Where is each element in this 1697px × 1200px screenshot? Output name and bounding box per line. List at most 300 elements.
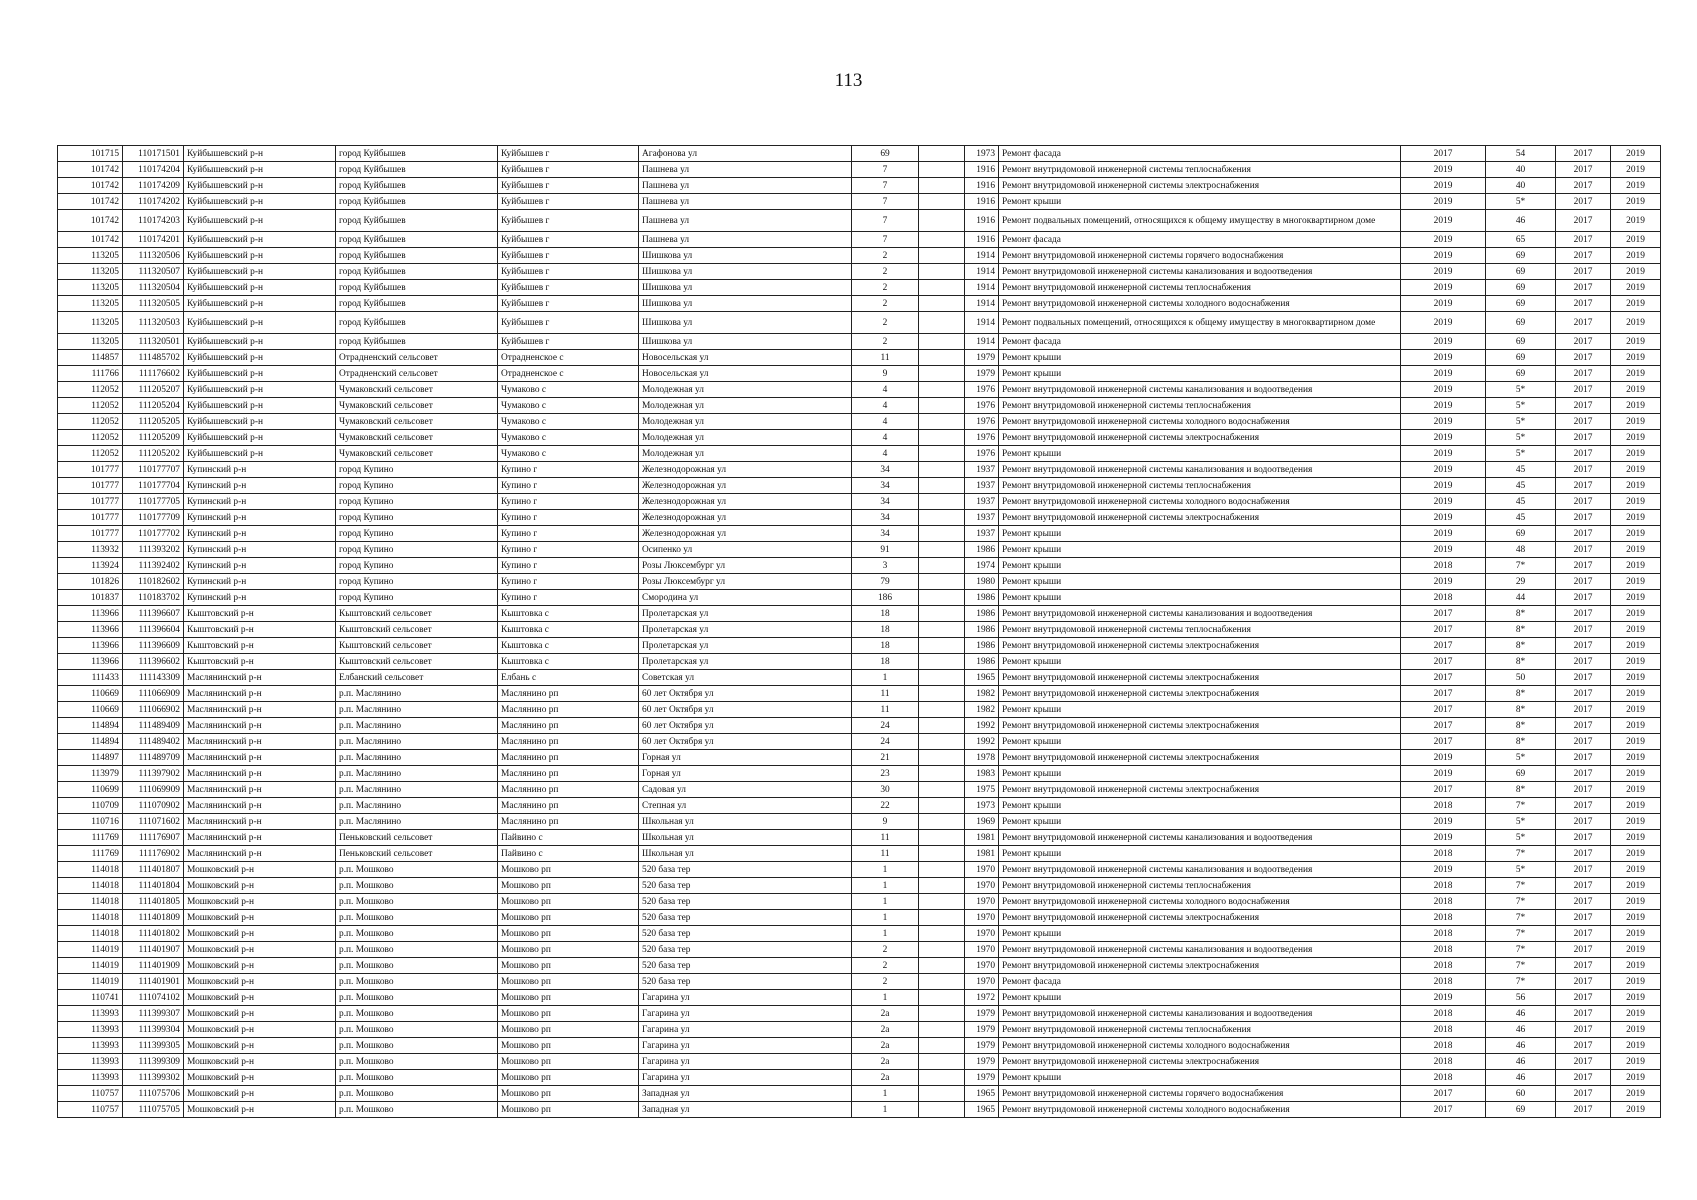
- cell-municipality: город Куйбышев: [336, 248, 498, 264]
- table-row: [58, 210, 1661, 232]
- cell-wear-percent: 69: [1486, 334, 1556, 350]
- cell-work-id: 111075706: [123, 1086, 184, 1102]
- cell-municipality: город Куйбышев: [336, 296, 498, 312]
- cell-municipality: р.п. Маслянино: [336, 814, 498, 830]
- cell-locality: Мошково рп: [498, 958, 639, 974]
- cell-work-type: Ремонт внутридомовой инженерной системы холодного водоснабжения: [999, 414, 1401, 430]
- cell-locality: Маслянино рп: [498, 766, 639, 782]
- cell-work-type: Ремонт внутридомовой инженерной системы электроснабжения: [999, 782, 1401, 798]
- cell-year-built: 1965: [965, 670, 999, 686]
- cell-period-start: 2017: [1556, 542, 1611, 558]
- cell-planned-year: 2017: [1401, 718, 1486, 734]
- cell-period-end: 2019: [1611, 798, 1661, 814]
- cell-locality: Куйбышев г: [498, 210, 639, 232]
- table-row: [58, 622, 1661, 638]
- table-row: [58, 1086, 1661, 1102]
- cell-district: Мошковский р-н: [184, 878, 336, 894]
- cell-work-type: Ремонт крыши: [999, 734, 1401, 750]
- cell-street: Западная ул: [639, 1086, 852, 1102]
- cell-planned-year: 2019: [1401, 248, 1486, 264]
- cell-period-start: 2017: [1556, 178, 1611, 194]
- cell-wear-percent: 7*: [1486, 798, 1556, 814]
- cell-work-type: Ремонт внутридомовой инженерной системы горячего водоснабжения: [999, 248, 1401, 264]
- cell-planned-year: 2018: [1401, 878, 1486, 894]
- cell-district: Кыштовский р-н: [184, 638, 336, 654]
- cell-municipality: Чумаковский сельсовет: [336, 398, 498, 414]
- cell-planned-year: 2018: [1401, 846, 1486, 862]
- cell-municipality: р.п. Мошково: [336, 878, 498, 894]
- cell-district: Куйбышевский р-н: [184, 210, 336, 232]
- cell-building: [919, 798, 965, 814]
- cell-street: Розы Люксембург ул: [639, 558, 852, 574]
- cell-building: [919, 296, 965, 312]
- cell-house-id: 101826: [58, 574, 123, 590]
- cell-street: 520 база тер: [639, 878, 852, 894]
- cell-street: 520 база тер: [639, 894, 852, 910]
- cell-planned-year: 2019: [1401, 494, 1486, 510]
- cell-period-end: 2019: [1611, 478, 1661, 494]
- cell-year-built: 1937: [965, 526, 999, 542]
- cell-house-id: 101742: [58, 178, 123, 194]
- cell-period-start: 2017: [1556, 334, 1611, 350]
- cell-work-type: Ремонт фасада: [999, 232, 1401, 248]
- cell-district: Маслянинский р-н: [184, 702, 336, 718]
- cell-period-start: 2017: [1556, 782, 1611, 798]
- cell-work-type: Ремонт внутридомовой инженерной системы электроснабжения: [999, 670, 1401, 686]
- cell-work-id: 111399305: [123, 1038, 184, 1054]
- cell-locality: Мошково рп: [498, 862, 639, 878]
- cell-wear-percent: 69: [1486, 350, 1556, 366]
- cell-house-number: 1: [852, 926, 919, 942]
- table-row: [58, 942, 1661, 958]
- table-row: [58, 894, 1661, 910]
- cell-period-end: 2019: [1611, 1070, 1661, 1086]
- cell-district: Куйбышевский р-н: [184, 194, 336, 210]
- cell-planned-year: 2019: [1401, 446, 1486, 462]
- cell-building: [919, 894, 965, 910]
- cell-house-number: 11: [852, 846, 919, 862]
- cell-house-number: 2а: [852, 1006, 919, 1022]
- cell-district: Куйбышевский р-н: [184, 248, 336, 264]
- cell-municipality: Отрадненский сельсовет: [336, 350, 498, 366]
- cell-house-number: 7: [852, 232, 919, 248]
- cell-building: [919, 558, 965, 574]
- cell-wear-percent: 45: [1486, 494, 1556, 510]
- cell-locality: Куйбышев г: [498, 280, 639, 296]
- cell-house-id: 101777: [58, 510, 123, 526]
- cell-locality: Куйбышев г: [498, 264, 639, 280]
- cell-district: Маслянинский р-н: [184, 846, 336, 862]
- cell-house-number: 7: [852, 210, 919, 232]
- cell-district: Мошковский р-н: [184, 974, 336, 990]
- cell-street: Железнодорожная ул: [639, 462, 852, 478]
- cell-planned-year: 2019: [1401, 334, 1486, 350]
- cell-municipality: р.п. Мошково: [336, 1022, 498, 1038]
- cell-wear-percent: 69: [1486, 280, 1556, 296]
- cell-street: Пашнева ул: [639, 162, 852, 178]
- cell-building: [919, 264, 965, 280]
- cell-period-start: 2017: [1556, 926, 1611, 942]
- cell-house-number: 34: [852, 526, 919, 542]
- cell-period-start: 2017: [1556, 1070, 1611, 1086]
- cell-locality: Отрадненское с: [498, 350, 639, 366]
- cell-wear-percent: 7*: [1486, 846, 1556, 862]
- cell-house-number: 11: [852, 702, 919, 718]
- table-row: [58, 830, 1661, 846]
- cell-period-end: 2019: [1611, 926, 1661, 942]
- cell-planned-year: 2018: [1401, 974, 1486, 990]
- cell-period-start: 2017: [1556, 750, 1611, 766]
- cell-locality: Мошково рп: [498, 926, 639, 942]
- cell-wear-percent: 45: [1486, 462, 1556, 478]
- cell-street: 520 база тер: [639, 974, 852, 990]
- cell-planned-year: 2018: [1401, 910, 1486, 926]
- cell-planned-year: 2019: [1401, 430, 1486, 446]
- cell-municipality: город Купино: [336, 510, 498, 526]
- cell-locality: Куйбышев г: [498, 334, 639, 350]
- cell-street: 60 лет Октября ул: [639, 702, 852, 718]
- cell-street: Шишкова ул: [639, 264, 852, 280]
- table-row: [58, 606, 1661, 622]
- cell-work-id: 111176902: [123, 846, 184, 862]
- cell-municipality: р.п. Маслянино: [336, 750, 498, 766]
- cell-work-type: Ремонт крыши: [999, 526, 1401, 542]
- cell-period-end: 2019: [1611, 846, 1661, 862]
- cell-period-start: 2017: [1556, 654, 1611, 670]
- cell-period-end: 2019: [1611, 702, 1661, 718]
- cell-house-id: 110757: [58, 1102, 123, 1118]
- cell-building: [919, 782, 965, 798]
- cell-planned-year: 2019: [1401, 414, 1486, 430]
- cell-municipality: город Куйбышев: [336, 280, 498, 296]
- cell-municipality: Кыштовский сельсовет: [336, 606, 498, 622]
- cell-work-id: 111320504: [123, 280, 184, 296]
- cell-year-built: 1914: [965, 334, 999, 350]
- cell-building: [919, 430, 965, 446]
- cell-house-number: 4: [852, 446, 919, 462]
- cell-street: Пролетарская ул: [639, 622, 852, 638]
- cell-district: Кыштовский р-н: [184, 606, 336, 622]
- cell-street: Розы Люксембург ул: [639, 574, 852, 590]
- cell-year-built: 1976: [965, 398, 999, 414]
- cell-municipality: р.п. Мошково: [336, 990, 498, 1006]
- cell-municipality: Чумаковский сельсовет: [336, 430, 498, 446]
- cell-locality: Мошково рп: [498, 878, 639, 894]
- cell-district: Мошковский р-н: [184, 1006, 336, 1022]
- cell-district: Куйбышевский р-н: [184, 296, 336, 312]
- cell-building: [919, 814, 965, 830]
- cell-period-end: 2019: [1611, 446, 1661, 462]
- cell-wear-percent: 69: [1486, 366, 1556, 382]
- cell-work-type: Ремонт внутридомовой инженерной системы канализования и водоотведения: [999, 862, 1401, 878]
- cell-planned-year: 2018: [1401, 926, 1486, 942]
- cell-locality: Куйбышев г: [498, 248, 639, 264]
- cell-year-built: 1916: [965, 232, 999, 248]
- cell-wear-percent: 69: [1486, 766, 1556, 782]
- cell-locality: Маслянино рп: [498, 798, 639, 814]
- cell-period-end: 2019: [1611, 942, 1661, 958]
- cell-district: Куйбышевский р-н: [184, 162, 336, 178]
- table-row: [58, 734, 1661, 750]
- cell-municipality: р.п. Мошково: [336, 1086, 498, 1102]
- cell-house-number: 2а: [852, 1038, 919, 1054]
- cell-municipality: р.п. Маслянино: [336, 702, 498, 718]
- registry-body: [58, 146, 1661, 1118]
- cell-period-end: 2019: [1611, 910, 1661, 926]
- table-row: [58, 718, 1661, 734]
- cell-work-id: 110174204: [123, 162, 184, 178]
- cell-street: Молодежная ул: [639, 430, 852, 446]
- cell-street: Советская ул: [639, 670, 852, 686]
- cell-municipality: Кыштовский сельсовет: [336, 654, 498, 670]
- cell-period-end: 2019: [1611, 1086, 1661, 1102]
- cell-planned-year: 2019: [1401, 510, 1486, 526]
- cell-house-id: 101742: [58, 162, 123, 178]
- cell-work-id: 111320506: [123, 248, 184, 264]
- cell-municipality: город Куйбышев: [336, 264, 498, 280]
- cell-district: Куйбышевский р-н: [184, 264, 336, 280]
- cell-locality: Кыштовка с: [498, 622, 639, 638]
- cell-planned-year: 2017: [1401, 146, 1486, 162]
- cell-locality: Чумаково с: [498, 382, 639, 398]
- cell-street: Агафонова ул: [639, 146, 852, 162]
- cell-work-id: 111401907: [123, 942, 184, 958]
- cell-locality: Чумаково с: [498, 414, 639, 430]
- table-row: [58, 334, 1661, 350]
- cell-building: [919, 1022, 965, 1038]
- cell-work-type: Ремонт внутридомовой инженерной системы теплоснабжения: [999, 162, 1401, 178]
- cell-wear-percent: 69: [1486, 1102, 1556, 1118]
- cell-locality: Куйбышев г: [498, 312, 639, 334]
- cell-planned-year: 2019: [1401, 264, 1486, 280]
- cell-locality: Мошково рп: [498, 910, 639, 926]
- cell-planned-year: 2019: [1401, 296, 1486, 312]
- cell-street: Шишкова ул: [639, 280, 852, 296]
- cell-district: Куйбышевский р-н: [184, 232, 336, 248]
- cell-street: Шишкова ул: [639, 334, 852, 350]
- cell-period-start: 2017: [1556, 766, 1611, 782]
- cell-year-built: 1916: [965, 162, 999, 178]
- cell-locality: Куйбышев г: [498, 232, 639, 248]
- cell-street: Железнодорожная ул: [639, 510, 852, 526]
- cell-work-id: 111401804: [123, 878, 184, 894]
- cell-period-end: 2019: [1611, 210, 1661, 232]
- cell-house-id: 112052: [58, 430, 123, 446]
- cell-period-end: 2019: [1611, 686, 1661, 702]
- cell-period-start: 2017: [1556, 894, 1611, 910]
- cell-year-built: 1979: [965, 1038, 999, 1054]
- table-row: [58, 478, 1661, 494]
- cell-street: Молодежная ул: [639, 446, 852, 462]
- cell-municipality: р.п. Мошково: [336, 926, 498, 942]
- table-row: [58, 1006, 1661, 1022]
- cell-period-start: 2017: [1556, 798, 1611, 814]
- cell-district: Маслянинский р-н: [184, 782, 336, 798]
- cell-work-id: 111489709: [123, 750, 184, 766]
- cell-planned-year: 2019: [1401, 814, 1486, 830]
- cell-wear-percent: 7*: [1486, 878, 1556, 894]
- table-row: [58, 686, 1661, 702]
- cell-work-type: Ремонт внутридомовой инженерной системы электроснабжения: [999, 510, 1401, 526]
- cell-district: Куйбышевский р-н: [184, 414, 336, 430]
- cell-year-built: 1937: [965, 478, 999, 494]
- cell-work-type: Ремонт внутридомовой инженерной системы канализования и водоотведения: [999, 264, 1401, 280]
- cell-period-end: 2019: [1611, 1006, 1661, 1022]
- cell-period-end: 2019: [1611, 526, 1661, 542]
- cell-district: Маслянинский р-н: [184, 798, 336, 814]
- cell-house-id: 113205: [58, 312, 123, 334]
- cell-street: Степная ул: [639, 798, 852, 814]
- cell-street: Гагарина ул: [639, 1070, 852, 1086]
- cell-district: Мошковский р-н: [184, 990, 336, 1006]
- cell-district: Куйбышевский р-н: [184, 350, 336, 366]
- cell-planned-year: 2019: [1401, 194, 1486, 210]
- cell-house-number: 9: [852, 814, 919, 830]
- cell-work-type: Ремонт внутридомовой инженерной системы теплоснабжения: [999, 398, 1401, 414]
- cell-planned-year: 2017: [1401, 1102, 1486, 1118]
- cell-planned-year: 2019: [1401, 574, 1486, 590]
- cell-house-id: 114894: [58, 718, 123, 734]
- cell-house-id: 114019: [58, 958, 123, 974]
- cell-work-type: Ремонт внутридомовой инженерной системы канализования и водоотведения: [999, 606, 1401, 622]
- cell-year-built: 1974: [965, 558, 999, 574]
- cell-planned-year: 2019: [1401, 750, 1486, 766]
- cell-year-built: 1916: [965, 178, 999, 194]
- cell-wear-percent: 8*: [1486, 654, 1556, 670]
- cell-wear-percent: 7*: [1486, 958, 1556, 974]
- cell-work-type: Ремонт крыши: [999, 542, 1401, 558]
- cell-planned-year: 2019: [1401, 366, 1486, 382]
- cell-building: [919, 654, 965, 670]
- cell-wear-percent: 45: [1486, 510, 1556, 526]
- cell-house-id: 114018: [58, 926, 123, 942]
- cell-building: [919, 910, 965, 926]
- table-row: [58, 590, 1661, 606]
- cell-district: Маслянинский р-н: [184, 750, 336, 766]
- cell-district: Куйбышевский р-н: [184, 366, 336, 382]
- table-row: [58, 1102, 1661, 1118]
- cell-house-id: 101777: [58, 478, 123, 494]
- cell-municipality: город Купино: [336, 590, 498, 606]
- cell-work-id: 110171501: [123, 146, 184, 162]
- cell-work-type: Ремонт внутридомовой инженерной системы электроснабжения: [999, 1054, 1401, 1070]
- cell-work-id: 110174202: [123, 194, 184, 210]
- cell-year-built: 1970: [965, 958, 999, 974]
- cell-district: Купинский р-н: [184, 494, 336, 510]
- cell-period-start: 2017: [1556, 878, 1611, 894]
- cell-year-built: 1937: [965, 494, 999, 510]
- cell-house-number: 34: [852, 510, 919, 526]
- cell-wear-percent: 50: [1486, 670, 1556, 686]
- cell-period-end: 2019: [1611, 334, 1661, 350]
- cell-work-type: Ремонт крыши: [999, 702, 1401, 718]
- table-row: [58, 782, 1661, 798]
- cell-house-number: 2: [852, 974, 919, 990]
- cell-house-number: 2а: [852, 1054, 919, 1070]
- cell-building: [919, 232, 965, 248]
- cell-year-built: 1986: [965, 622, 999, 638]
- cell-year-built: 1982: [965, 686, 999, 702]
- cell-year-built: 1937: [965, 462, 999, 478]
- cell-street: Осипенко ул: [639, 542, 852, 558]
- table-row: [58, 958, 1661, 974]
- cell-work-id: 111176602: [123, 366, 184, 382]
- cell-period-start: 2017: [1556, 862, 1611, 878]
- cell-year-built: 1973: [965, 146, 999, 162]
- cell-year-built: 1916: [965, 210, 999, 232]
- cell-year-built: 1970: [965, 910, 999, 926]
- cell-house-id: 111766: [58, 366, 123, 382]
- cell-house-number: 4: [852, 414, 919, 430]
- cell-work-type: Ремонт внутридомовой инженерной системы канализования и водоотведения: [999, 942, 1401, 958]
- cell-house-number: 18: [852, 638, 919, 654]
- cell-period-end: 2019: [1611, 248, 1661, 264]
- cell-street: Гагарина ул: [639, 1054, 852, 1070]
- cell-period-end: 2019: [1611, 814, 1661, 830]
- cell-district: Купинский р-н: [184, 510, 336, 526]
- cell-house-id: 101742: [58, 210, 123, 232]
- cell-year-built: 1916: [965, 194, 999, 210]
- cell-locality: Купино г: [498, 526, 639, 542]
- cell-work-id: 110177707: [123, 462, 184, 478]
- table-row: [58, 542, 1661, 558]
- cell-municipality: р.п. Мошково: [336, 862, 498, 878]
- cell-municipality: р.п. Мошково: [336, 1070, 498, 1086]
- cell-locality: Чумаково с: [498, 446, 639, 462]
- cell-locality: Кыштовка с: [498, 654, 639, 670]
- cell-period-end: 2019: [1611, 350, 1661, 366]
- cell-locality: Куйбышев г: [498, 146, 639, 162]
- cell-period-start: 2017: [1556, 734, 1611, 750]
- cell-wear-percent: 8*: [1486, 782, 1556, 798]
- cell-locality: Купино г: [498, 558, 639, 574]
- cell-building: [919, 974, 965, 990]
- cell-building: [919, 248, 965, 264]
- cell-house-id: 111769: [58, 830, 123, 846]
- cell-street: Новосельская ул: [639, 366, 852, 382]
- cell-house-number: 30: [852, 782, 919, 798]
- cell-house-id: 114018: [58, 878, 123, 894]
- cell-house-number: 1: [852, 862, 919, 878]
- cell-planned-year: 2019: [1401, 830, 1486, 846]
- cell-period-start: 2017: [1556, 622, 1611, 638]
- cell-district: Купинский р-н: [184, 590, 336, 606]
- cell-house-number: 69: [852, 146, 919, 162]
- cell-work-id: 111399304: [123, 1022, 184, 1038]
- cell-building: [919, 670, 965, 686]
- cell-house-id: 114897: [58, 750, 123, 766]
- cell-wear-percent: 7*: [1486, 910, 1556, 926]
- cell-locality: Купино г: [498, 494, 639, 510]
- cell-building: [919, 178, 965, 194]
- cell-period-start: 2017: [1556, 382, 1611, 398]
- cell-work-type: Ремонт внутридомовой инженерной системы теплоснабжения: [999, 622, 1401, 638]
- table-row: [58, 878, 1661, 894]
- cell-wear-percent: 60: [1486, 1086, 1556, 1102]
- cell-planned-year: 2018: [1401, 958, 1486, 974]
- cell-municipality: р.п. Мошково: [336, 974, 498, 990]
- cell-period-start: 2017: [1556, 350, 1611, 366]
- cell-district: Мошковский р-н: [184, 862, 336, 878]
- cell-work-id: 111320501: [123, 334, 184, 350]
- cell-municipality: Кыштовский сельсовет: [336, 622, 498, 638]
- cell-house-number: 2: [852, 334, 919, 350]
- cell-period-end: 2019: [1611, 830, 1661, 846]
- cell-building: [919, 382, 965, 398]
- cell-locality: Мошково рп: [498, 894, 639, 910]
- cell-street: 60 лет Октября ул: [639, 718, 852, 734]
- table-row: [58, 750, 1661, 766]
